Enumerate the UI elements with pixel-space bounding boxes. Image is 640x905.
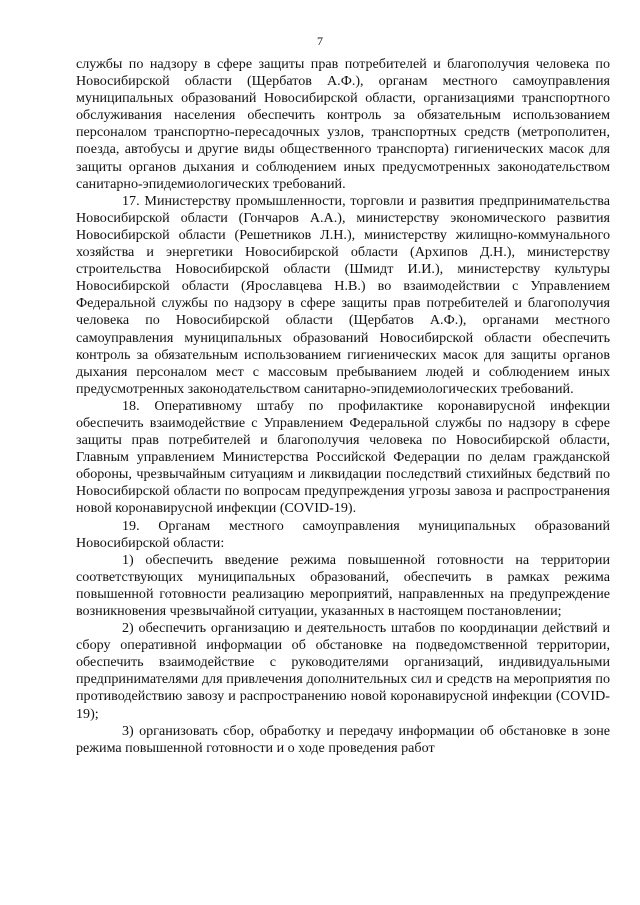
paragraph-19-item-1: 1) обеспечить введение режима повышенной готовности на территории соответствующих муниципальных образований, обеспечить в рамках режима повышенной готовности реализацию мероприятий, направленных на предупреждение возникновения чрезвычайной ситуации, указанных в настоящем постановлении; [76,551,610,619]
paragraph-19: 19. Органам местного самоуправления муниципальных образований Новосибирской области: [76,517,610,551]
paragraph-18: 18. Оперативному штабу по профилактике коронавирусной инфекции обеспечить взаимодействие с Управлением Федеральной службы по надзору в сфере защиты прав потребителей и благополучия человека по Новосибирской области, Главным управлением Министерства Российской Федерации по делам гражданской обороны, чрезвычайным ситуациям и ликвидации последствий стихийных бедствий по Новосибирской области по вопросам предупреждения угрозы завоза и распространения новой коронавирусной инфекции (COVID-19). [76,397,610,517]
paragraph-17: 17. Министерству промышленности, торговли и развития предпринимательства Новосибирской области (Гончаров А.А.), министерству экономического развития Новосибирской области (Решетников Л.Н.), министерству жилищно-коммунального хозяйства и энергетики Новосибирской области (Архипов Д.Н.), министерству строительства Новосибирской области (Шмидт И.И.), министерству культуры Новосибирской области (Ярославцева Н.В.) во взаимодействии с Управлением Федеральной службы по надзору в сфере защиты прав потребителей и благополучия человека по Новосибирской области (Щербатов А.Ф.), органами местного самоуправления муниципальных образований Новосибирской области обеспечить контроль за обязательным использованием гигиенических масок для защиты органов дыхания персоналом мест с массовым пребыванием людей и соблюдением иных предусмотренных законодательством санитарно-эпидемиологических требований. [76,192,610,397]
page-number: 7 [317,34,323,48]
paragraph-19-item-3: 3) организовать сбор, обработку и передачу информации об обстановке в зоне режима повышенной готовности и о ходе проведения работ [76,722,610,756]
body-text [76,56,610,757]
paragraph-19-item-2: 2) обеспечить организацию и деятельность штабов по координации действий и сбору оперативной информации об обстановке на подведомственной территории, обеспечить взаимодействие с руководителями организаций, индивидуальными предпринимателями для привлечения дополнительных сил и средств на мероприятия по противодействию завозу и распространению новой коронавирусной инфекции (COVID-19); [76,620,610,722]
paragraph-continuation: службы по надзору в сфере защиты прав потребителей и благополучия человека по Новосибирской области (Щербатов А.Ф.), органам местного самоуправления муниципальных образований Новосибирской области, организациями транспортного обслуживания населения обеспечить контроль за обязательным использованием персоналом транспортно-пересадочных узлов, транспортных средств (метрополитен, поезда, автобусы и другие виды общественного транспорта) гигиенических масок для защиты органов дыхания и соблюдением иных предусмотренных законодательством санитарно-эпидемиологических требований. [76,56,610,192]
